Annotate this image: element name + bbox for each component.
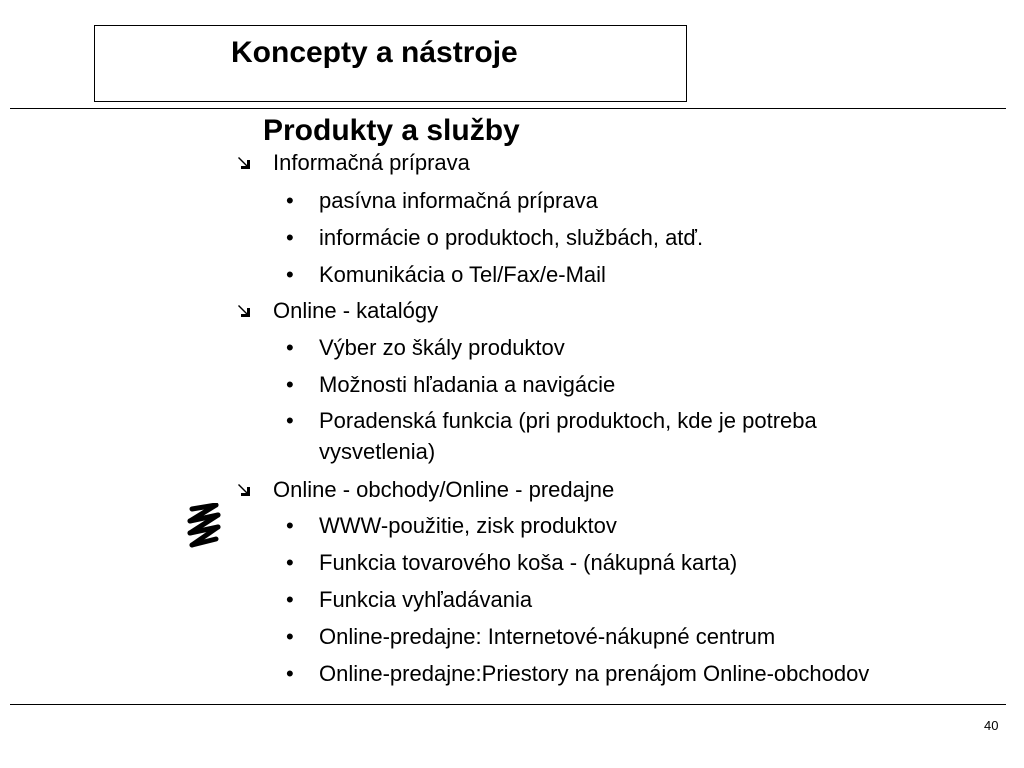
- list-item-text: Poradenská funkcia (pri produktoch, kde je potreba: [319, 408, 817, 433]
- list-item-text: Komunikácia o Tel/Fax/e-Mail: [319, 262, 606, 287]
- section-heading-text: Informačná príprava: [273, 150, 470, 175]
- arrow-bullet-icon: [238, 303, 254, 319]
- arrow-bullet-icon: [238, 482, 254, 498]
- section-heading-text: Online - obchody/Online - predajne: [273, 477, 615, 502]
- section-heading-text: Online - katalógy: [273, 298, 439, 323]
- slide-subtitle: Produkty a služby: [263, 114, 520, 147]
- arrow-bullet-icon: [238, 155, 254, 171]
- bullet-dot: •: [286, 661, 294, 686]
- list-item-text: vysvetlenia): [319, 439, 436, 464]
- title-box: [94, 25, 687, 102]
- list-item-text: WWW-použitie, zisk produktov: [319, 513, 617, 538]
- bullet-dot: •: [286, 624, 294, 649]
- list-item-text: Funkcia tovarového koša - (nákupná karta): [319, 550, 738, 575]
- list-item-text: Možnosti hľadania a navigácie: [319, 372, 616, 397]
- bullet-dot: •: [286, 335, 294, 360]
- bullet-dot: •: [286, 188, 294, 213]
- list-item-text: Online-predajne: Internetové-nákupné centrum: [319, 624, 776, 649]
- bullet-dot: •: [286, 550, 294, 575]
- zigzag-icon: [186, 503, 222, 551]
- bullet-dot: •: [286, 225, 294, 250]
- list-item-text: informácie o produktoch, službách, atď.: [319, 225, 704, 250]
- list-item-text: pasívna informačná príprava: [319, 188, 598, 213]
- slide-title: Koncepty a nástroje: [231, 36, 518, 69]
- bottom-divider: [10, 704, 1006, 705]
- bullet-dot: •: [286, 513, 294, 538]
- page-number: 40: [984, 718, 999, 733]
- bullet-dot: •: [286, 262, 294, 287]
- list-item-text: Výber zo škály produktov: [319, 335, 565, 360]
- list-item-text: Online-predajne:Priestory na prenájom Online-obchodov: [319, 661, 870, 686]
- bullet-dot: •: [286, 372, 294, 397]
- bullet-dot: •: [286, 587, 294, 612]
- top-divider: [10, 108, 1006, 109]
- bullet-dot: •: [286, 408, 294, 433]
- list-item-text: Funkcia vyhľadávania: [319, 587, 533, 612]
